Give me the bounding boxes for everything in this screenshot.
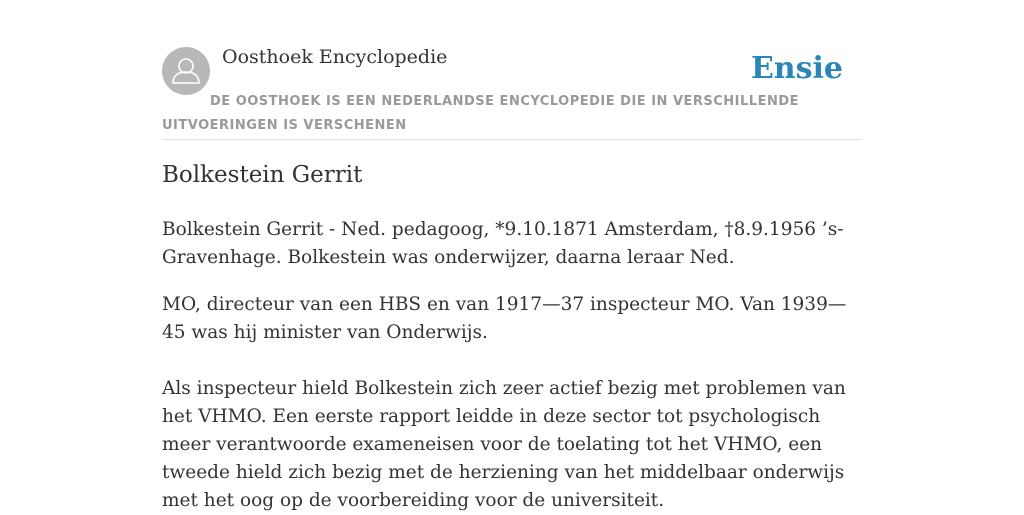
article-paragraph: Als inspecteur hield Bolkestein zich zeer actief bezig met problemen van het VHMO. Een eerste rapport leidde in deze sector tot psychologisch meer verantwoorde exameneisen voor de toelating tot het VHMO, een tweede hield zich bezig met de herziening van het middelbaar onderwijs met het oog op de voorbereiding voor de universiteit.: [162, 378, 846, 511]
user-icon[interactable]: [162, 47, 210, 95]
article-title: Bolkestein Gerrit: [162, 162, 363, 188]
page-container: [162, 0, 862, 511]
article-paragraph: MO, directeur van een HBS en van 1917—37 inspecteur MO. Van 1939—45 was hij minister van Onderwijs.: [162, 294, 847, 343]
source-tagline: DE OOSTHOEK IS EEN NEDERLANDSE ENCYCLOPEDIE DIE IN VERSCHILLENDE UITVOERINGEN IS VERSCHENEN: [162, 94, 800, 133]
source-header: [162, 0, 862, 140]
brand-logo[interactable]: Ensie: [750, 51, 843, 86]
article-paragraph: Bolkestein Gerrit - Ned. pedagoog, *9.10.1871 Amsterdam, †8.9.1956 ’s-Gravenhage. Bolkestein was onderwijzer, daarna leraar Ned.: [162, 219, 844, 268]
source-name-link[interactable]: Oosthoek Encyclopedie: [222, 46, 448, 68]
